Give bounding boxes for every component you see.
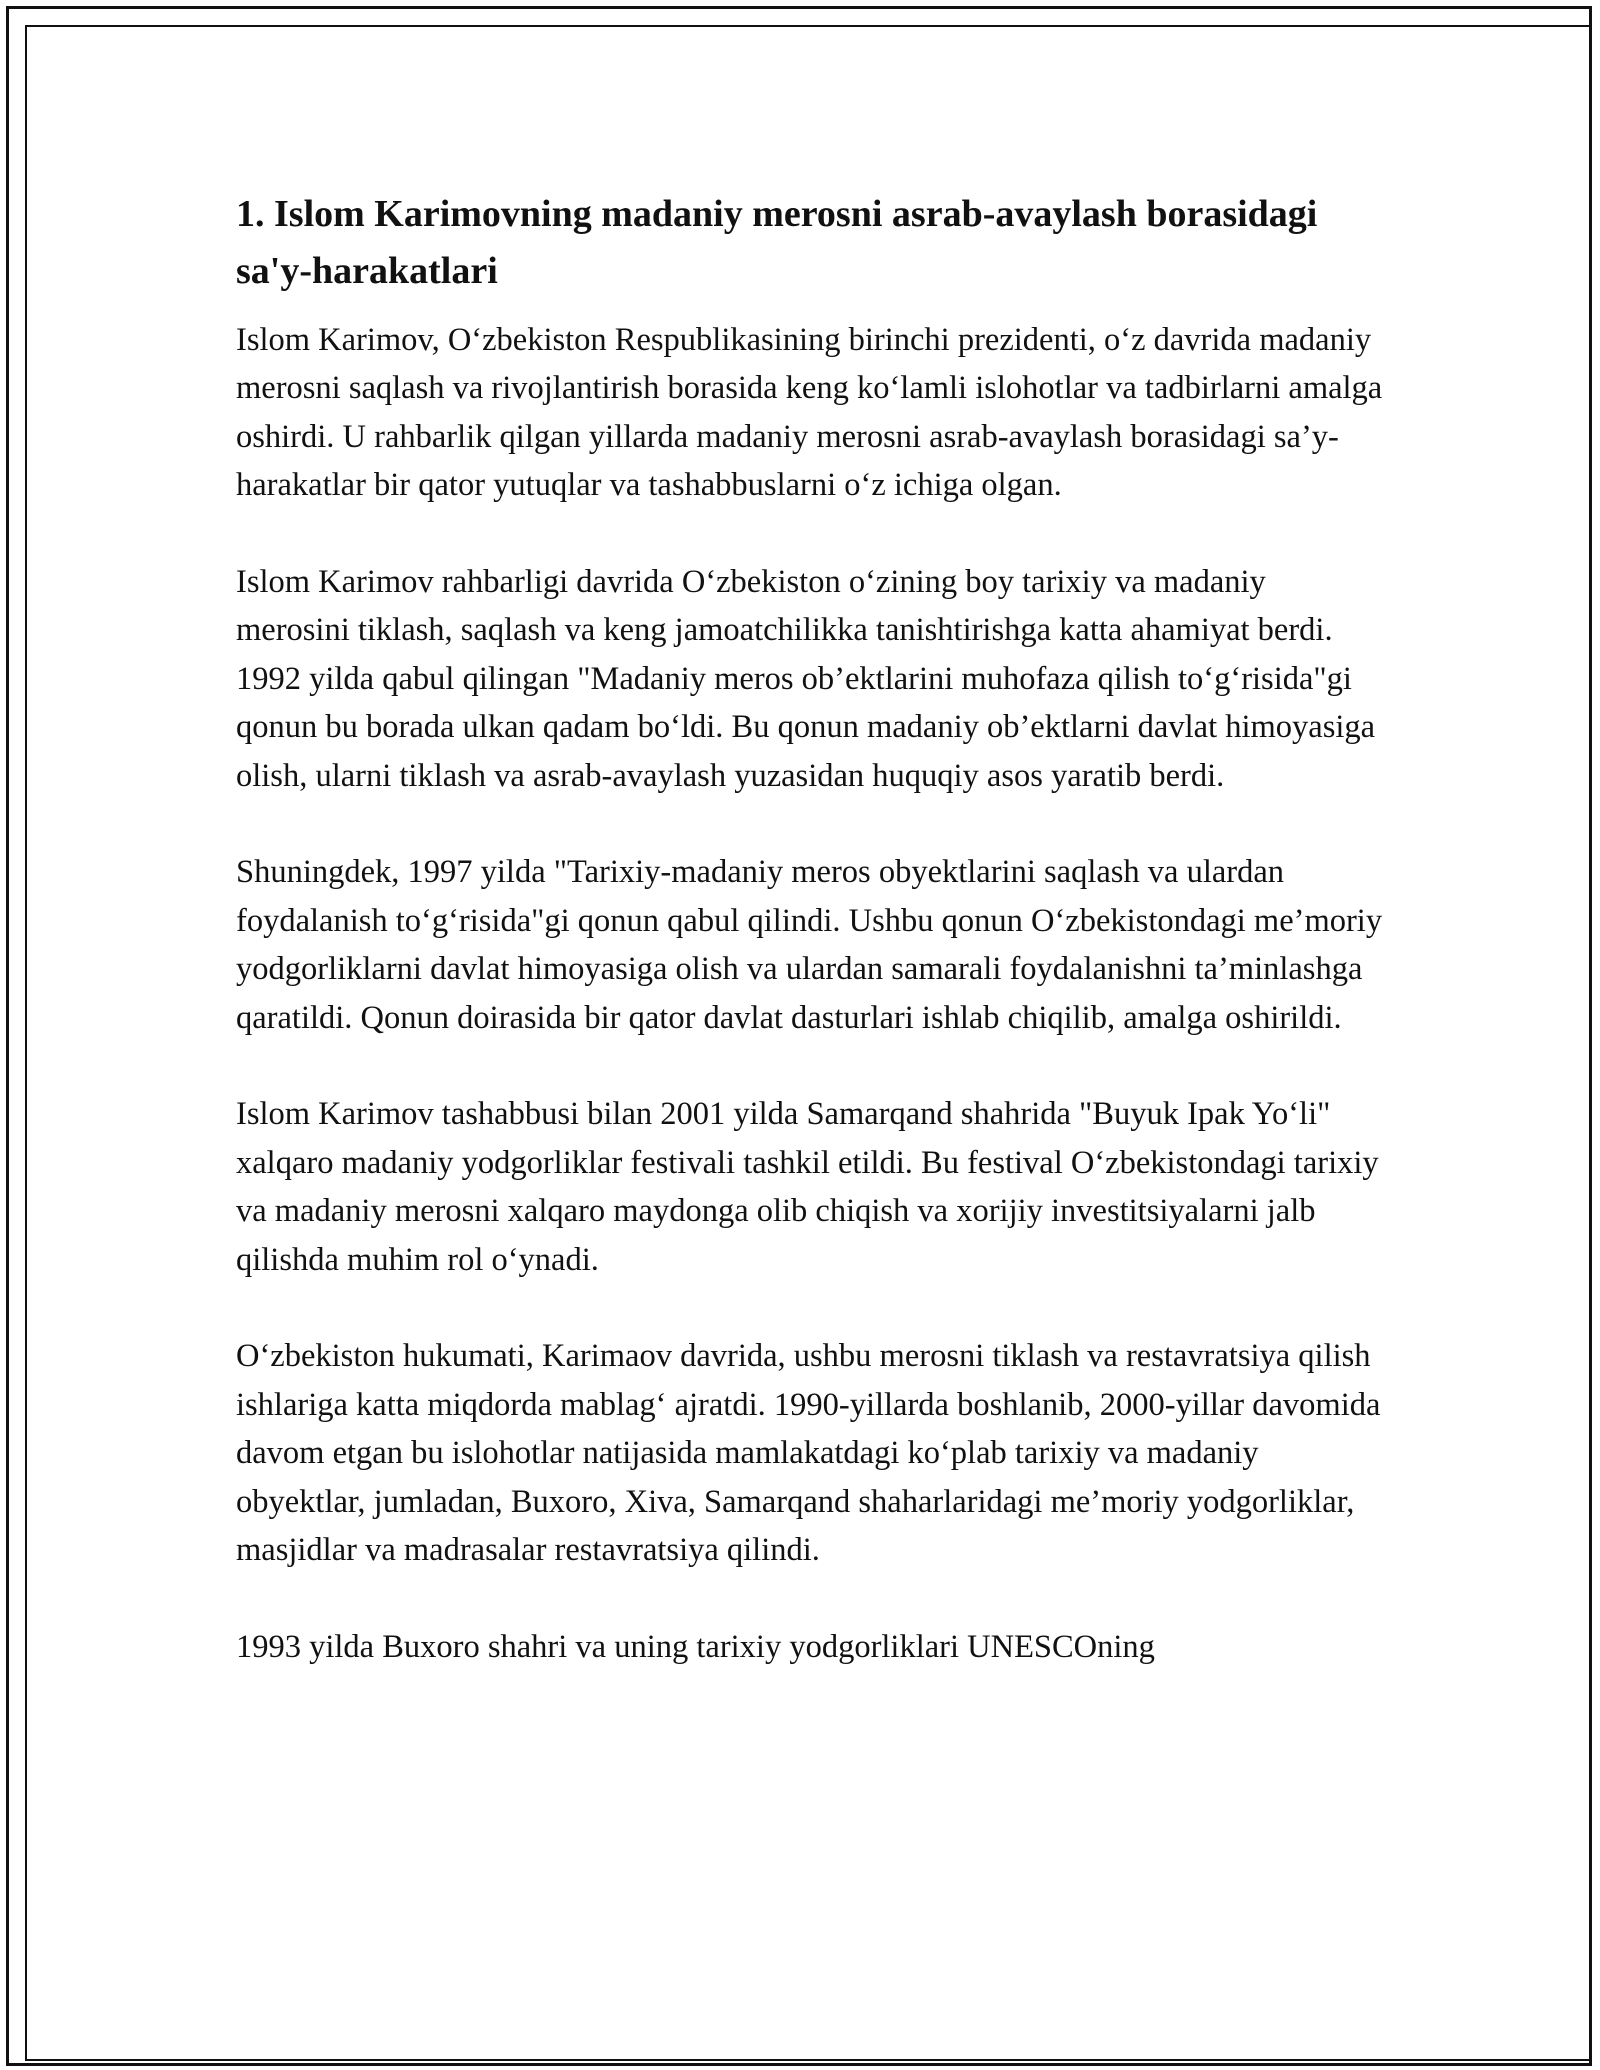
- section-heading: 1. Islom Karimovning madaniy merosni asrab-avaylash borasidagi sa'y-harakatlari: [236, 193, 1318, 292]
- paragraph-4: Islom Karimov tashabbusi bilan 2001 yilda Samarqand shahrida "Buyuk Ipak Yo‘li" xalqaro madaniy yodgorliklar festivali tashkil etildi. Bu festival O‘zbekistondagi tarixiy va madaniy merosni xalqaro maydonga olib chiqish va xorijiy investitsiyalarni jalb qilishda muhim rol o‘ynadi.: [236, 1096, 1379, 1278]
- paragraph-2: Islom Karimov rahbarligi davrida O‘zbekiston o‘zining boy tarixiy va madaniy merosini tiklash, saqlash va keng jamoatchilikka tanishtirishga katta ahamiyat berdi. 1992 yilda qabul qilingan "Madaniy meros ob’ektlarini muhofaza qilish to‘g‘risida"gi qonun bu borada ulkan qadam bo‘ldi. Bu qonun madaniy ob’ektlarni davlat himoyasiga olish, ularni tiklash va asrab-avaylash yuzasidan huquqiy asos yaratib berdi.: [236, 564, 1376, 794]
- paragraph-6: 1993 yilda Buxoro shahri va uning tarixiy yodgorliklari UNESCOning: [236, 1628, 1155, 1665]
- paragraph-1: Islom Karimov, O‘zbekiston Respublikasining birinchi prezidenti, o‘z davrida madaniy merosni saqlash va rivojlantirish borasida keng ko‘lamli islohotlar va tadbirlarni amalga oshirdi. U rahbarlik qilgan yillarda madaniy merosni asrab-avaylash borasidagi sa’y-harakatlar bir qator yutuqlar va tashabbuslarni o‘z ichiga olgan.: [236, 322, 1383, 504]
- document-body: [236, 186, 1386, 1671]
- paragraph-5: O‘zbekiston hukumati, Karimaov davrida, ushbu merosni tiklash va restavratsiya qilish ishlariga katta miqdorda mablag‘ ajratdi. 1990-yillarda boshlanib, 2000-yillar davomida davom etgan bu islohotlar natijasida mamlakatdagi ko‘plab tarixiy va madaniy obyektlar, jumladan, Buxoro, Xiva, Samarqand shaharlaridagi me’moriy yodgorliklar, masjidlar va madrasalar restavratsiya qilindi.: [236, 1338, 1381, 1569]
- paragraph-3: Shuningdek, 1997 yilda "Tarixiy-madaniy meros obyektlarini saqlash va ulardan foydalanish to‘g‘risida"gi qonun qabul qilindi. Ushbu qonun O‘zbekistondagi me’moriy yodgorliklarni davlat himoyasiga olish va ulardan samarali foydalanishni ta’minlashga qaratildi. Qonun doirasida bir qator davlat dasturlari ishlab chiqilib, amalga oshirildi.: [236, 854, 1383, 1036]
